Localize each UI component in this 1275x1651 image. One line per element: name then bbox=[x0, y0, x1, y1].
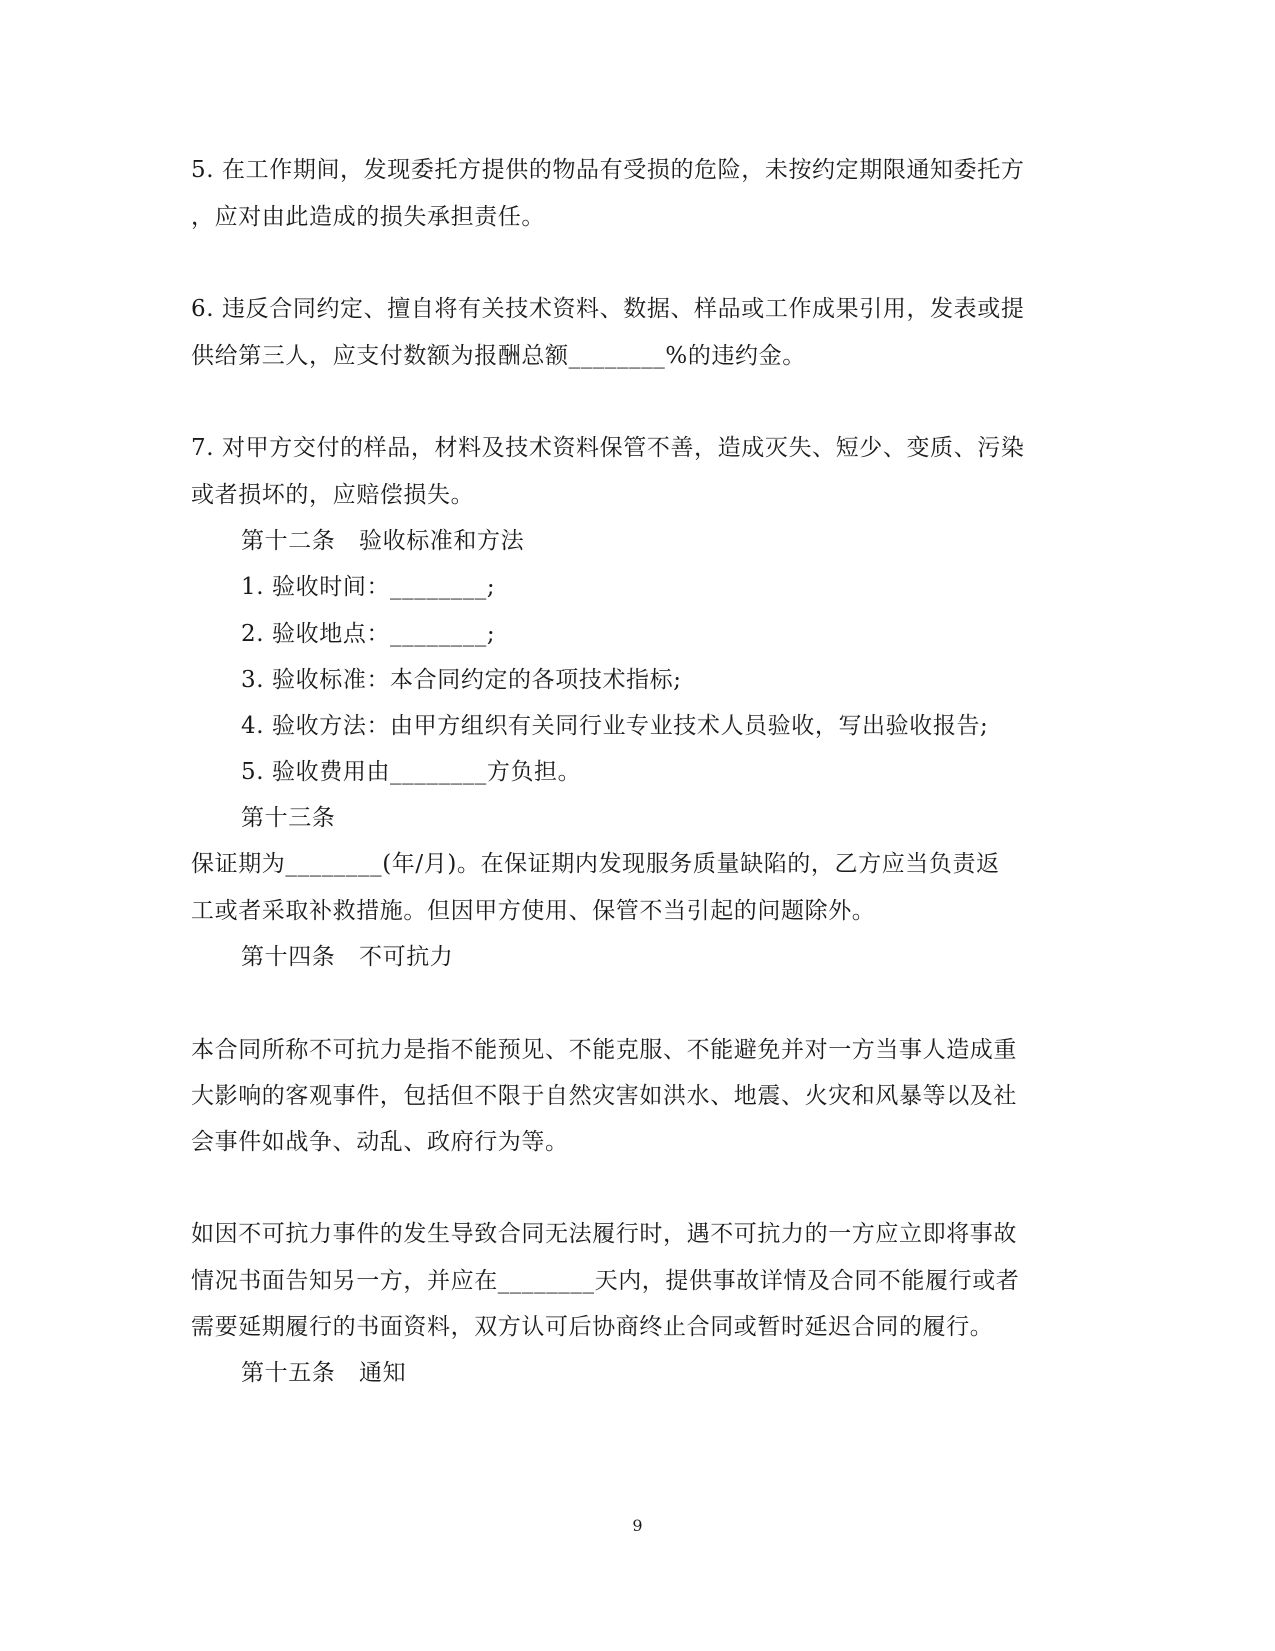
clause-13-heading: 第十三条 bbox=[241, 805, 336, 831]
clause-15-heading: 第十五条 通知 bbox=[241, 1360, 407, 1386]
clause-14-para-2-line-2: 情况书面告知另一方，并应在________天内，提供事故详情及合同不能履行或者 bbox=[191, 1268, 1020, 1294]
clause-14-para-1-line-1: 本合同所称不可抗力是指不能预见、不能克服、不能避免并对一方当事人造成重 bbox=[191, 1037, 1017, 1063]
clause-12-item-1: 1. 验收时间：________; bbox=[241, 574, 496, 600]
clause-14-para-1-line-3: 会事件如战争、动乱、政府行为等。 bbox=[191, 1129, 569, 1155]
clause-12-item-2: 2. 验收地点：________; bbox=[241, 621, 496, 647]
clause-12-item-5: 5. 验收费用由________方负担。 bbox=[241, 759, 582, 785]
clause-11-item-5-line-1: 5. 在工作期间，发现委托方提供的物品有受损的危险，未按约定期限通知委托方 bbox=[191, 157, 1025, 183]
clause-11-item-7-line-1: 7. 对甲方交付的样品，材料及技术资料保管不善，造成灭失、短少、变质、污染 bbox=[191, 435, 1025, 461]
clause-14-para-1-line-2: 大影响的客观事件，包括但不限于自然灾害如洪水、地震、火灾和风暴等以及社 bbox=[191, 1083, 1017, 1109]
clause-12-heading: 第十二条 验收标准和方法 bbox=[241, 528, 525, 554]
clause-12-item-4: 4. 验收方法：由甲方组织有关同行业专业技术人员验收，写出验收报告; bbox=[241, 713, 989, 739]
page-number: 9 bbox=[632, 1516, 643, 1535]
clause-13-body-line-1: 保证期为________(年/月)。在保证期内发现服务质量缺陷的，乙方应当负责返 bbox=[191, 851, 1000, 877]
clause-11-item-5-line-2: ，应对由此造成的损失承担责任。 bbox=[191, 204, 545, 230]
clause-14-para-2-line-1: 如因不可抗力事件的发生导致合同无法履行时，遇不可抗力的一方应立即将事故 bbox=[191, 1221, 1017, 1247]
clause-13-body-line-2: 工或者采取补救措施。但因甲方使用、保管不当引起的问题除外。 bbox=[191, 898, 876, 924]
clause-11-item-6-line-2: 供给第三人，应支付数额为报酬总额________%的违约金。 bbox=[191, 343, 806, 369]
clause-11-item-6-line-1: 6. 违反合同约定、擅自将有关技术资料、数据、样品或工作成果引用，发表或提 bbox=[191, 296, 1025, 322]
clause-12-item-3: 3. 验收标准：本合同约定的各项技术指标; bbox=[241, 667, 682, 693]
clause-11-item-7-line-2: 或者损坏的，应赔偿损失。 bbox=[191, 482, 475, 508]
clause-14-para-2-line-3: 需要延期履行的书面资料，双方认可后协商终止合同或暂时延迟合同的履行。 bbox=[191, 1314, 994, 1340]
clause-14-heading: 第十四条 不可抗力 bbox=[241, 944, 454, 970]
